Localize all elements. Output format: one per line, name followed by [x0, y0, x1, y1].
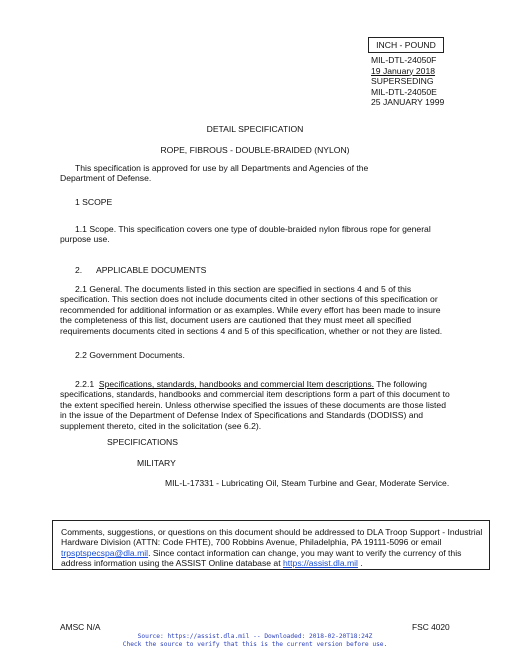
approval-statement: This specification is approved for use by all Departments and Agencies of the Department of Defense.: [60, 163, 369, 184]
section-2-2-1: [60, 379, 452, 431]
spec-title: ROPE, FIBROUS - DOUBLE-BRAIDED (NYLON): [160, 145, 350, 155]
unit-box: INCH - POUND: [368, 37, 444, 53]
email-link[interactable]: trpsptspecspa@dla.mil: [61, 547, 149, 558]
source-line-2: Check the source to verify that this is the current version before use.: [122, 641, 388, 648]
source-line-1: Source: https://assist.dla.mil -- Downloaded: 2018-02-20T18:24Z: [137, 633, 373, 640]
applicable-docs-heading: 2. APPLICABLE DOCUMENTS: [75, 265, 207, 275]
section-2-2-1-number: 2.2.1: [75, 379, 99, 389]
section-2-2-1-text: The following specifications, standards, handbooks and commercial item descriptions form a part of this document to the extent specified herein. Unless otherwise specified the issues of these documents are those listed in the issue of the Department of Defense Index of Specifications and Standards (DODISS) and supplement thereto, cited in the solicitation (see 6.2).: [60, 379, 450, 431]
comments-text-3: .: [357, 558, 363, 569]
previous-doc-date: 25 JANUARY 1999: [371, 97, 445, 107]
section-2-2-1-title: Specifications, standards, handbooks and commercial Item descriptions.: [98, 379, 375, 389]
comments-text-2: . Since contact information can change, you may want to verify the currency of this address information using the ASSIST Online database at: [61, 547, 462, 569]
scope-paragraph: 1.1 Scope. This specification covers one type of double-braided nylon fibrous rope for general purpose use.: [60, 224, 431, 245]
doc-date: 19 January 2018: [371, 65, 436, 76]
document-header: [371, 55, 444, 108]
comments-text-1: Comments, suggestions, or questions on this document should be addressed to DLA Troop Support - Industrial Hardware Division (ATTN: Code FHTE), 700 Robbins Avenue, Philadelphia, PA 19111-5096 or email: [61, 527, 483, 548]
general-paragraph: 2.1 General. The documents listed in this section are specified in sections 4 and 5 of this specification. This section does not include documents cited in other sections of this specification or recommended for additional information or as examples. While every effort has been made to insure the completeness of this list, document users are cautioned that they must meet all specified requirements documents cited in sections 4 and 5 of this specification, whether or not they are listed.: [60, 284, 443, 336]
specifications-heading: SPECIFICATIONS: [107, 437, 178, 447]
previous-doc-id: MIL-DTL-24050E: [371, 86, 437, 97]
gov-docs-heading: 2.2 Government Documents.: [75, 350, 185, 360]
footer-fsc: FSC 4020: [412, 622, 450, 632]
military-heading: MILITARY: [137, 458, 176, 468]
comments-box: [52, 520, 490, 570]
footer-amsc: AMSC N/A: [60, 622, 101, 632]
scope-heading: 1 SCOPE: [75, 197, 113, 207]
superseding-label: SUPERSEDING: [371, 76, 434, 86]
assist-link[interactable]: https://assist.dla.mil: [282, 558, 358, 569]
doc-id: MIL-DTL-24050F: [371, 55, 437, 65]
spec-type: DETAIL SPECIFICATION: [206, 124, 304, 134]
mil-reference: MIL-L-17331 - Lubricating Oil, Steam Turbine and Gear, Moderate Service.: [165, 478, 450, 488]
